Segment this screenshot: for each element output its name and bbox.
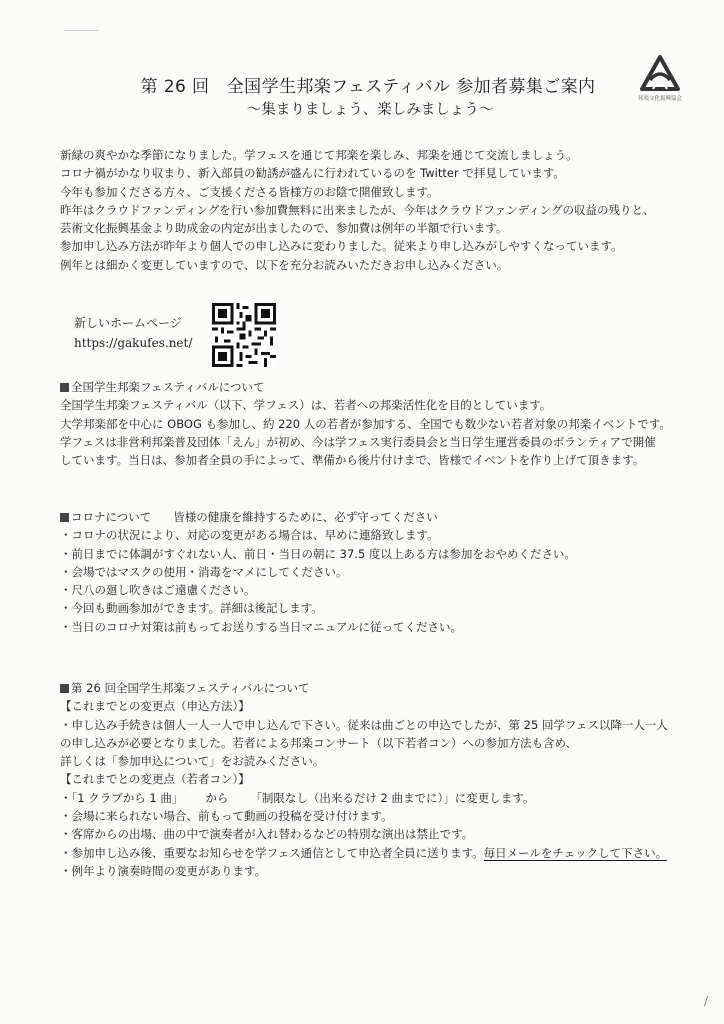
change-heading-application: 【これまでとの変更点（申込方法）】: [60, 699, 250, 714]
intro-line: 新緑の爽やかな季節になりました。学フェスを通じて邦楽を楽しみ、邦楽を通じて交流しましょう。: [60, 148, 578, 162]
concert-line: ・会場に来られない場合、前もって動画の投稿を受け付けます。: [60, 809, 393, 824]
corona-item: ・コロナの状況により、対応の変更がある場合は、早めに連絡致します。: [60, 528, 439, 543]
corona-section: [60, 508, 700, 636]
festival-26-heading: 第 26 回全国学生邦楽フェスティバルについて: [60, 679, 700, 697]
concert-line: ・客席からの出場、曲の中で演奏者が入れ替わるなどの特別な演出は禁止です。: [60, 827, 474, 842]
application-line: 詳しくは「参加申込について」をお読みください。: [60, 754, 325, 769]
section-marker-icon: [60, 684, 69, 693]
homepage-label: 新しいホームページ: [74, 316, 182, 330]
organization-logo: [630, 54, 690, 106]
festival-26-section: [60, 679, 700, 880]
intro-line: コロナ禍がかなり収まり、新入部員の勧誘が盛んに行われているのを Twitter で拝見しています。: [60, 166, 565, 181]
intro-line: 昨年はクラウドファンディングを行い参加費無料に出来ましたが、今年はクラウドファンディングの収益の残りと、: [60, 202, 655, 217]
corona-heading-note: 皆様の健康を維持するために、必ず守ってください: [173, 510, 438, 524]
homepage-url[interactable]: https://gakufes.net/: [74, 336, 193, 350]
about-line: 全国学生邦楽フェスティバル（以下、学フェス）は、若者への邦楽活性化を目的としています。: [60, 398, 552, 413]
page-title: 第 26 回 全国学生邦楽フェスティバル 参加者募集ご案内: [140, 77, 596, 97]
qr-code-icon[interactable]: [212, 303, 276, 367]
logo-caption: 邦楽文化振興協会: [637, 96, 682, 102]
about-section: [60, 378, 700, 469]
page-corner-mark: /: [704, 994, 709, 1008]
email-check-emphasis: 毎日メールをチェックして下さい。: [483, 845, 668, 860]
intro-line: 参加申し込み方法が昨年より個人での申し込みに変わりました。従来より申し込みがしやすくなっています。: [60, 239, 623, 254]
intro-paragraph: [60, 146, 700, 274]
corona-item: ・今回も動画参加ができます。詳細は後記します。: [60, 601, 323, 616]
section-marker-icon: [60, 383, 69, 392]
intro-line: 今年も参加くださる方々、ご支援くださる皆様方のお陰で開催致します。: [60, 184, 439, 199]
about-line: 大学邦楽部を中心に OBOG も参加し、約 220 人の若者が参加する、全国でも数少ない若者対象の邦楽イベントです。: [60, 416, 671, 431]
application-line: の申し込みが必要となりました。若者による邦楽コンサート（以下若者コン）への参加方法も含め、: [60, 735, 578, 750]
corona-item: ・尺八の廻し吹きはご遠慮ください。: [60, 583, 256, 598]
about-line: しています。当日は、参加者全員の手によって、準備から後片付けまで、皆様でイベントを作り上げて頂きます。: [60, 453, 645, 468]
section-marker-icon: [60, 513, 69, 522]
corona-item: ・会場ではマスクの使用・消毒をマメにしてください。: [60, 564, 348, 579]
scan-mark: [64, 30, 98, 31]
concert-change-line: ・「1 クラブから 1 曲」 から 「制限なし（出来るだけ 2 曲までに）」に変更します。: [60, 790, 535, 805]
change-heading-concert: 【これまでとの変更点（若者コン）】: [60, 772, 250, 787]
corona-heading: コロナについて 皆様の健康を維持するために、必ず守ってください: [60, 508, 700, 526]
triangle-knot-icon: [638, 54, 682, 94]
application-line: ・申し込み手続きは個人一人一人で申し込んで下さい。従来は曲ごとの申込でしたが、第 25 回学フェス以降一人一人: [60, 717, 668, 732]
about-line: 学フェスは非営利邦楽普及団体「えん」が初め、今は学フェス実行委員会と当日学生運営委員のボランティアで開催: [60, 434, 656, 449]
intro-line: 芸術文化振興基金より助成金の内定が出ましたので、参加費は例年の半額で行います。: [60, 221, 508, 236]
corona-item: ・前日までに体調がすぐれない人、前日・当日の朝に 37.5 度以上ある方は参加をおやめください。: [60, 546, 576, 561]
notice-line: ・参加申し込み後、重要なお知らせを学フェス通信として申込者全員に送ります。毎日メールをチェックして下さい。: [60, 845, 668, 860]
concert-line: ・例年より演奏時間の変更があります。: [60, 863, 267, 878]
page-subtitle: 〜集まりましょう、楽しみましょう〜: [246, 102, 494, 118]
corona-item: ・当日のコロナ対策は前もってお送りする当日マニュアルに従ってください。: [60, 619, 463, 634]
intro-line: 例年とは細かく変更していますので、以下を充分お読みいただきお申し込みください。: [60, 257, 509, 272]
about-heading: 全国学生邦楽フェスティバルについて: [60, 378, 700, 396]
